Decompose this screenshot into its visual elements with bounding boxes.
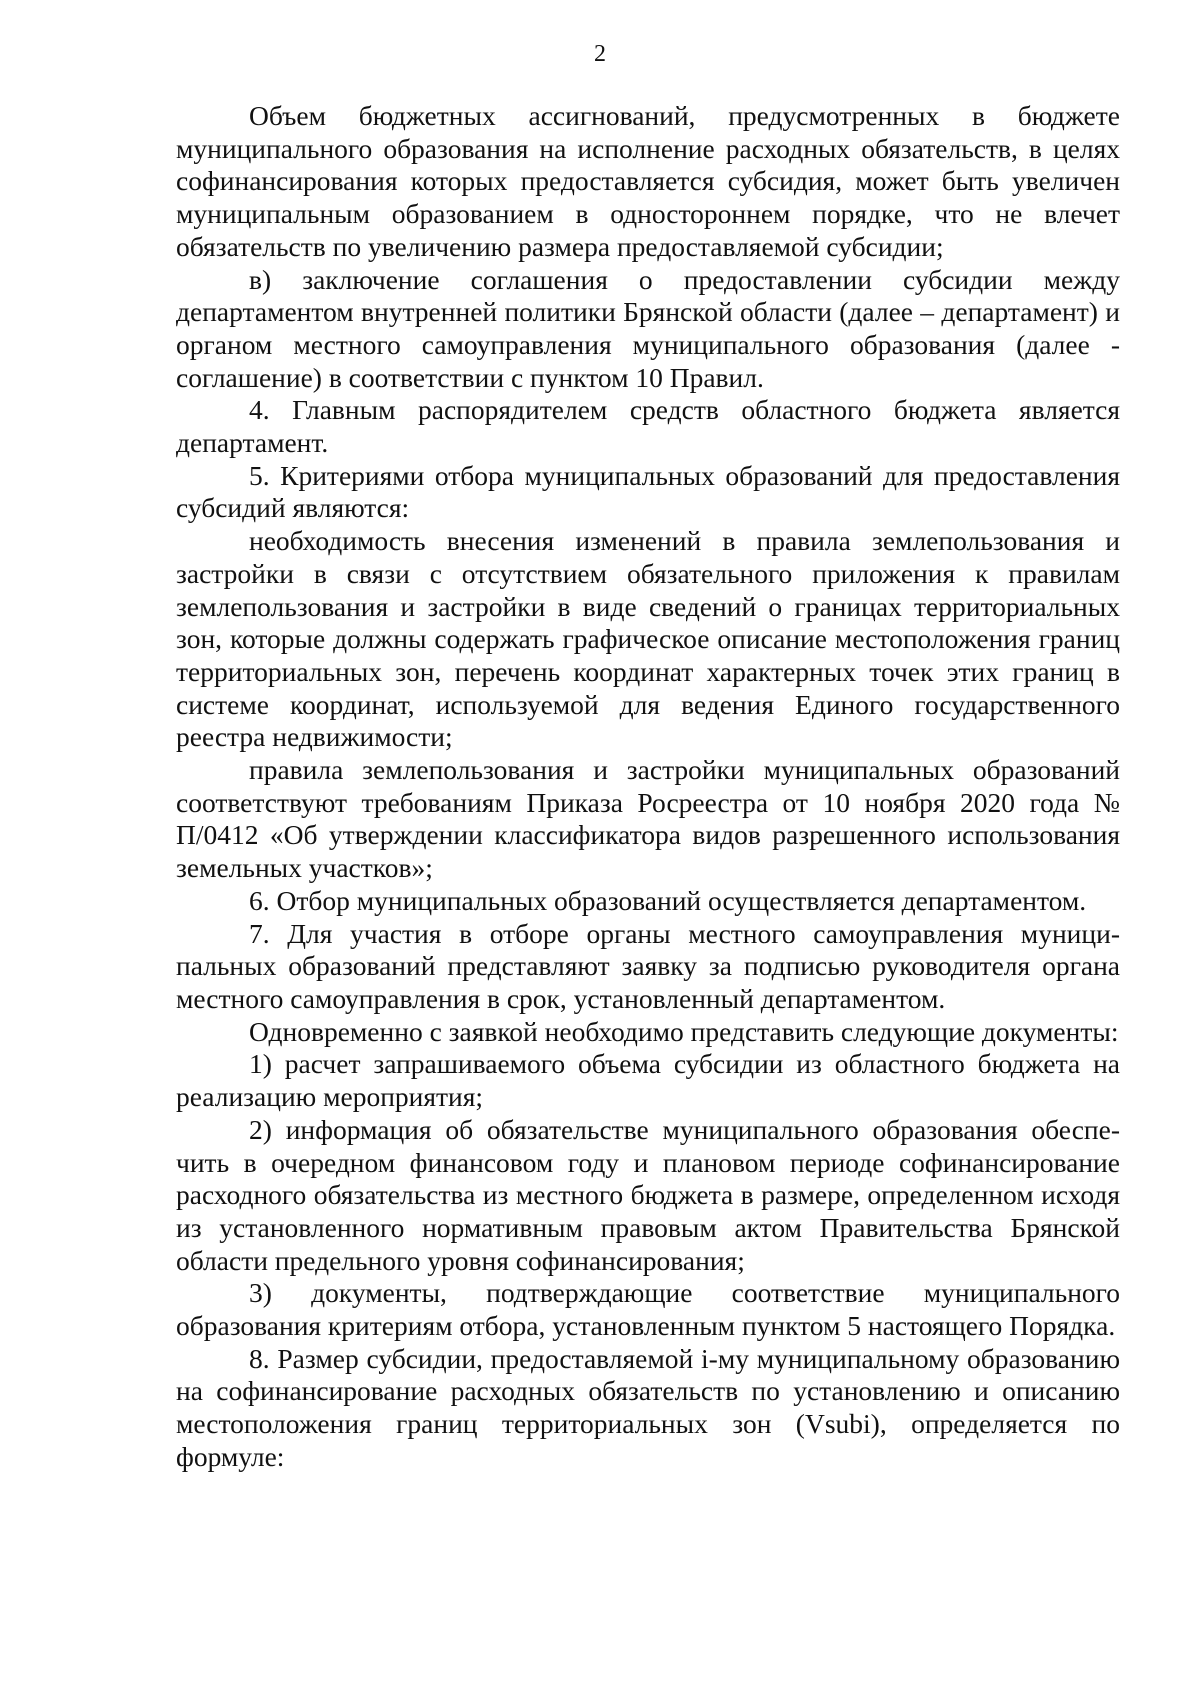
paragraph-7-application: 7. Для участия в отборе органы местного самоуправления муниципальных образований представляют заявку за подписью руководителя органа местного самоуправления в срок, установленный департаментом. [176,917,1120,1014]
paragraph-6-selection-by-department: 6. Отбор муниципальных образований осуществляется департаментом. [249,884,1087,916]
paragraph-doc-3-compliance: 3) документы, подтверждающие соответствие муниципального образования критериям отбора, установленным пунктом 5 настоящего Порядка. [176,1277,1120,1342]
paragraph-item-v-agreement: в) заключение соглашения о предоставлении субсидии между департаментом внутренней политики Брянской области (далее – департамент) и органом местного самоуправления муниципального образования (далее - соглашение) в соответствии с пунктом 10 Правил. [176,263,1120,393]
document-body [176,100,1120,1474]
paragraph-5-selection-criteria: 5. Критериями отбора муниципальных образований для предоставления субсидий являются: [176,459,1120,524]
paragraph-4-chief-administrator: 4. Главным распорядителем средств областного бюджета является департамент. [176,394,1120,459]
page-number: 2 [594,41,606,67]
paragraph-doc-2-obligation: 2) информация об обязательстве муниципального образования обеспечить в очередном финансовом году и плановом периоде софинансирование расходного обязательства из местного бюджета в размере, определенном исходя из установленного нормативным правовым актом Правительства Брянской области предельного уровня софинансирования; [176,1113,1120,1276]
paragraph-documents-intro: Одновременно с заявкой необходимо представить следующие документы: [249,1015,1119,1047]
paragraph-budget-allocations: Объем бюджетных ассигнований, предусмотренных в бюджете муниципального образования на исполнение расходных обязательств, в целях софинансирования которых предоставляется субсидия, может быть увеличен муниципальным образованием в одностороннем порядке, что не влечет обязательств по увеличению размера предоставляемой субсидии; [176,100,1120,262]
paragraph-criterion-rosreestr-order: правила землепользования и застройки муниципальных образований соответствуют требованиям Приказа Росреестра от 10 ноября 2020 года № П/0412 «Об утверждении классификатора видов разрешенного использования земельных участков»; [176,754,1120,884]
paragraph-criterion-changes-needed: необходимость внесения изменений в правила землепользования и застройки в связи с отсутствием обязательного приложения к правилам землепользования и застройки в виде сведений о границах территориальных зон, которые должны содержать графическое описание местоположения границ территориальных зон, перечень координат характерных точек этих границ в системе координат, используемой для ведения Единого государственного реестра недвижимости; [176,525,1120,753]
paragraph-8-subsidy-size: 8. Размер субсидии, предоставляемой i-му муниципальному образованию на софинансирование расходных обязательств по установлению и описанию местоположения границ территориальных зон (Vsubi), определяется по формуле: [176,1342,1120,1472]
paragraph-doc-1-calculation: 1) расчет запрашиваемого объема субсидии из областного бюджета на реализацию мероприятия; [176,1048,1120,1113]
